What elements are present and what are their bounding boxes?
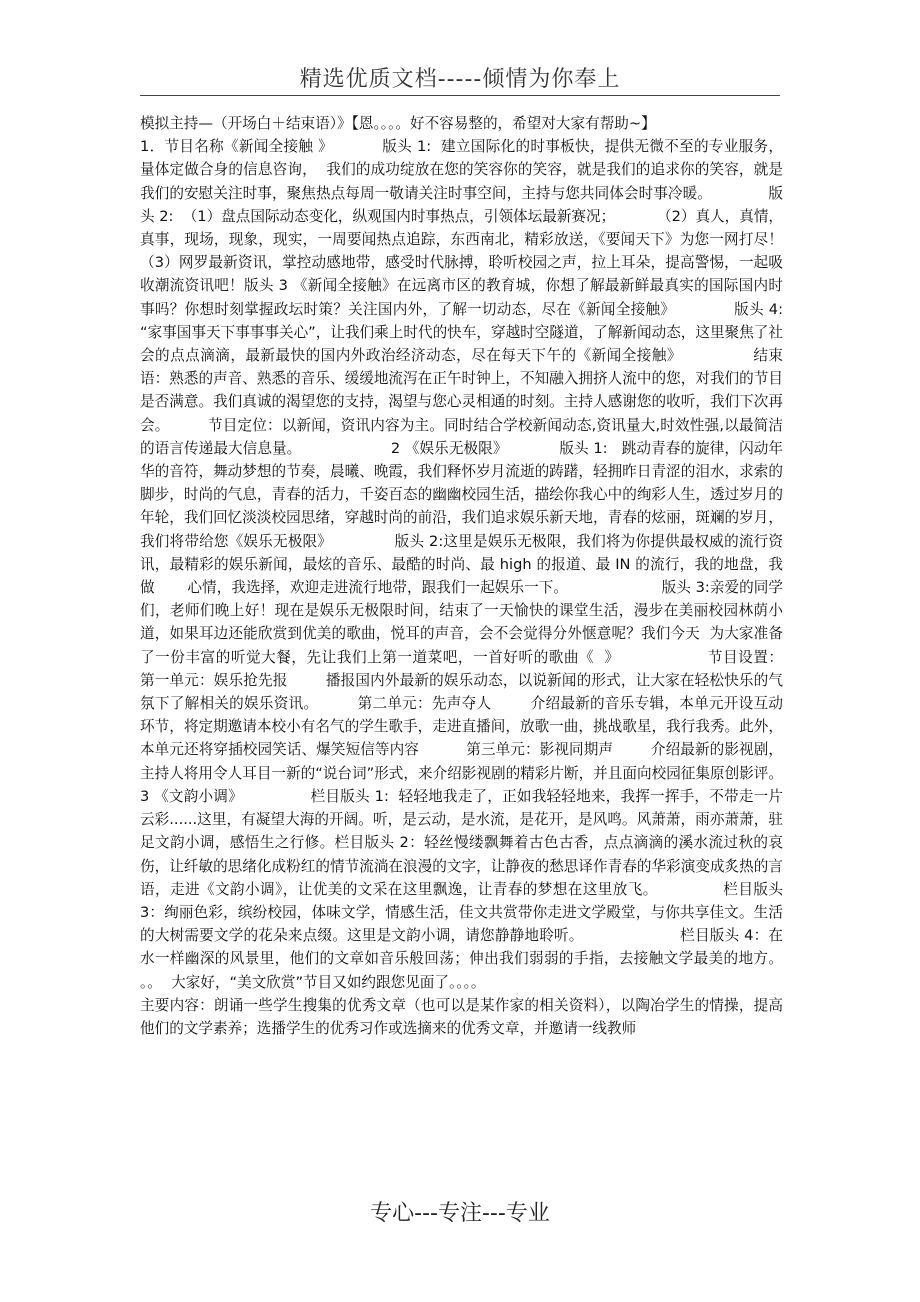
page-footer: 专心---专注---专业 [370,1201,550,1226]
page-header: 精选优质文档-----倾情为你奉上 [299,67,621,92]
intro-paragraph: 模拟主持—（开场白＋结束语）》【恩。。。。好不容易整的，希望对大家有帮助~】 [140,115,656,132]
content-paragraph: 主要内容：朗诵一些学生搜集的优秀文章（也可以是某作家的相关资料），以陶冶学生的情操，提高他们的文学素养；选播学生的优秀习作或选摘来的优秀文章，并邀请一线教师 [140,996,783,1037]
header-divider [140,95,780,96]
document-body [140,112,848,1040]
main-paragraph: 1．节目名称《新闻全接触 》 版头 1: 建立国际化的时事板快，提供无微不至的专业服务， 量体定做合身的信息咨询， 我们的成功绽放在您的笑容你的笑容，就是我们的追求你的笑容，就是我们的安慰关注时事，聚焦热点每周一敬请关注时事空间，主持与您共同体会时事冷暖。 版头 2: （1）盘点国际动态变化，纵观国内时事热点，引领体坛最新赛况； （2）真人，真情，真事，现场，现象，现实，一周要闻热点追踪，东西南北，精彩放送，《要闻天下》为您一网打尽！ （3）网罗最新资讯，掌控动感地带，感受时代脉搏，聆听校园之声，拉上耳朵，提高警惕，一起吸收潮流资讯吧！版头 3 《新闻全接触》在远离市区的教育城，你想了解最新鲜最真实的国际国内时事吗？你想时刻掌握政坛时策？关注国内外，了解一切动态，尽在《新闻全接触》 版头 4: “家事国事天下事事事关心”，让我们乘上时代的快车，穿越时空隧道，了解新闻动态，这里聚焦了社会的点点滴滴，最新最快的国内外政治经济动态，尽在每天下午的《新闻全接触》 结束语：熟悉的声音、熟悉的音乐、缓缓地流泻在正午时钟上，不知融入拥挤人流中的您，对我们的节目是否满意。我们真诚的渴望您的支持，渴望与您心灵相通的时刻。主持人感谢您的收听，我们下次再会。 节目定位：以新闻，资讯内容为主。同时结合学校新闻动态,资讯量大,时效性强,以最简洁的语言传递最大信息量。 2 《娱乐无极限》 版头 1: 跳动青春的旋律，闪动年华的音符，舞动梦想的节奏，晨曦、晚霞，我们释怀岁月流逝的踌躇，轻拥昨日青涩的泪水，求索的脚步，时尚的气息，青春的活力，千姿百态的幽幽校园生活，描绘你我心中的绚彩人生，透过岁月的年轮，我们回忆淡淡校园思绪，穿越时尚的前沿，我们追求娱乐新天地，青春的炫丽，斑斓的岁月，我们将带给您《娱乐无极限》 版头 2:这里是娱乐无极限，我们将为你提供最权威的流行资讯，最精彩的娱乐新闻，最炫的音乐、最酷的时尚、最 high 的报道、最 IN 的流行，我的地盘，我做 心情，我选择，欢迎走进流行地带，跟我们一起娱乐一下。 版头 3:亲爱的同学们，老师们晚上好！现在是娱乐无极限时间，结束了一天愉快的课堂生活，漫步在美丽校园林荫小道，如果耳边还能欣赏到优美的歌曲，悦耳的声音，会不会觉得分外惬意呢？我们今天 为大家准备了一份丰富的听觉大餐，先让我们上第一道菜吧，一首好听的歌曲《 》 节目设置： 第一单元：娱乐抢先报 播报国内外最新的娱乐动态，以说新闻的形式，让大家在轻松快乐的气氛下了解相关的娱乐资讯。 第二单元：先声夺人 介绍最新的音乐专辑，本单元开设互动环节，将定期邀请本校小有名气的学生歌手，走进直播间，放歌一曲，挑战歌星，我行我秀。此外，本单元还将穿插校园笑话、爆笑短信等内容 第三单元：影视同期声 介绍最新的影视剧，主持人将用令人耳目一新的“说台词”形式，来介绍影视剧的精彩片断，并且面向校园征集原创影评。 3 《文韵小调》 栏目版头 1: 轻轻地我走了，正如我轻轻地来，我挥一挥手，不带走一片云彩......这里，有凝望大海的开阔。听，是云动，是水流，是花开，是风鸣。风萧萧，雨亦萧萧，驻足文韵小调，感悟生之行修。栏目版头 2：轻丝慢缕飘舞着古色古香，点点滴滴的溪水流过秋的哀伤，让纤敏的思绪化成粉红的情节流淌在浪漫的文字，让静夜的愁思译作青春的华彩演变成炙热的言语，走进《文韵小调》，让优美的文采在这里飘逸，让青春的梦想在这里放飞。 栏目版头 3：绚丽色彩，缤纷校园，体味文学，情感生活，佳文共赏带你走进文学殿堂，与你共享佳文。生活的大树需要文学的花朵来点缀。这里是文韵小调，请您静静地聆听。 栏目版头 4：在水一样幽深的风景里，他们的文章如音乐般回荡；伸出我们弱弱的手指，去接触文学最美的地方。 。。 大家好，“美文欣赏”节目又如约跟您见面了。。。。 [140,138,848,991]
